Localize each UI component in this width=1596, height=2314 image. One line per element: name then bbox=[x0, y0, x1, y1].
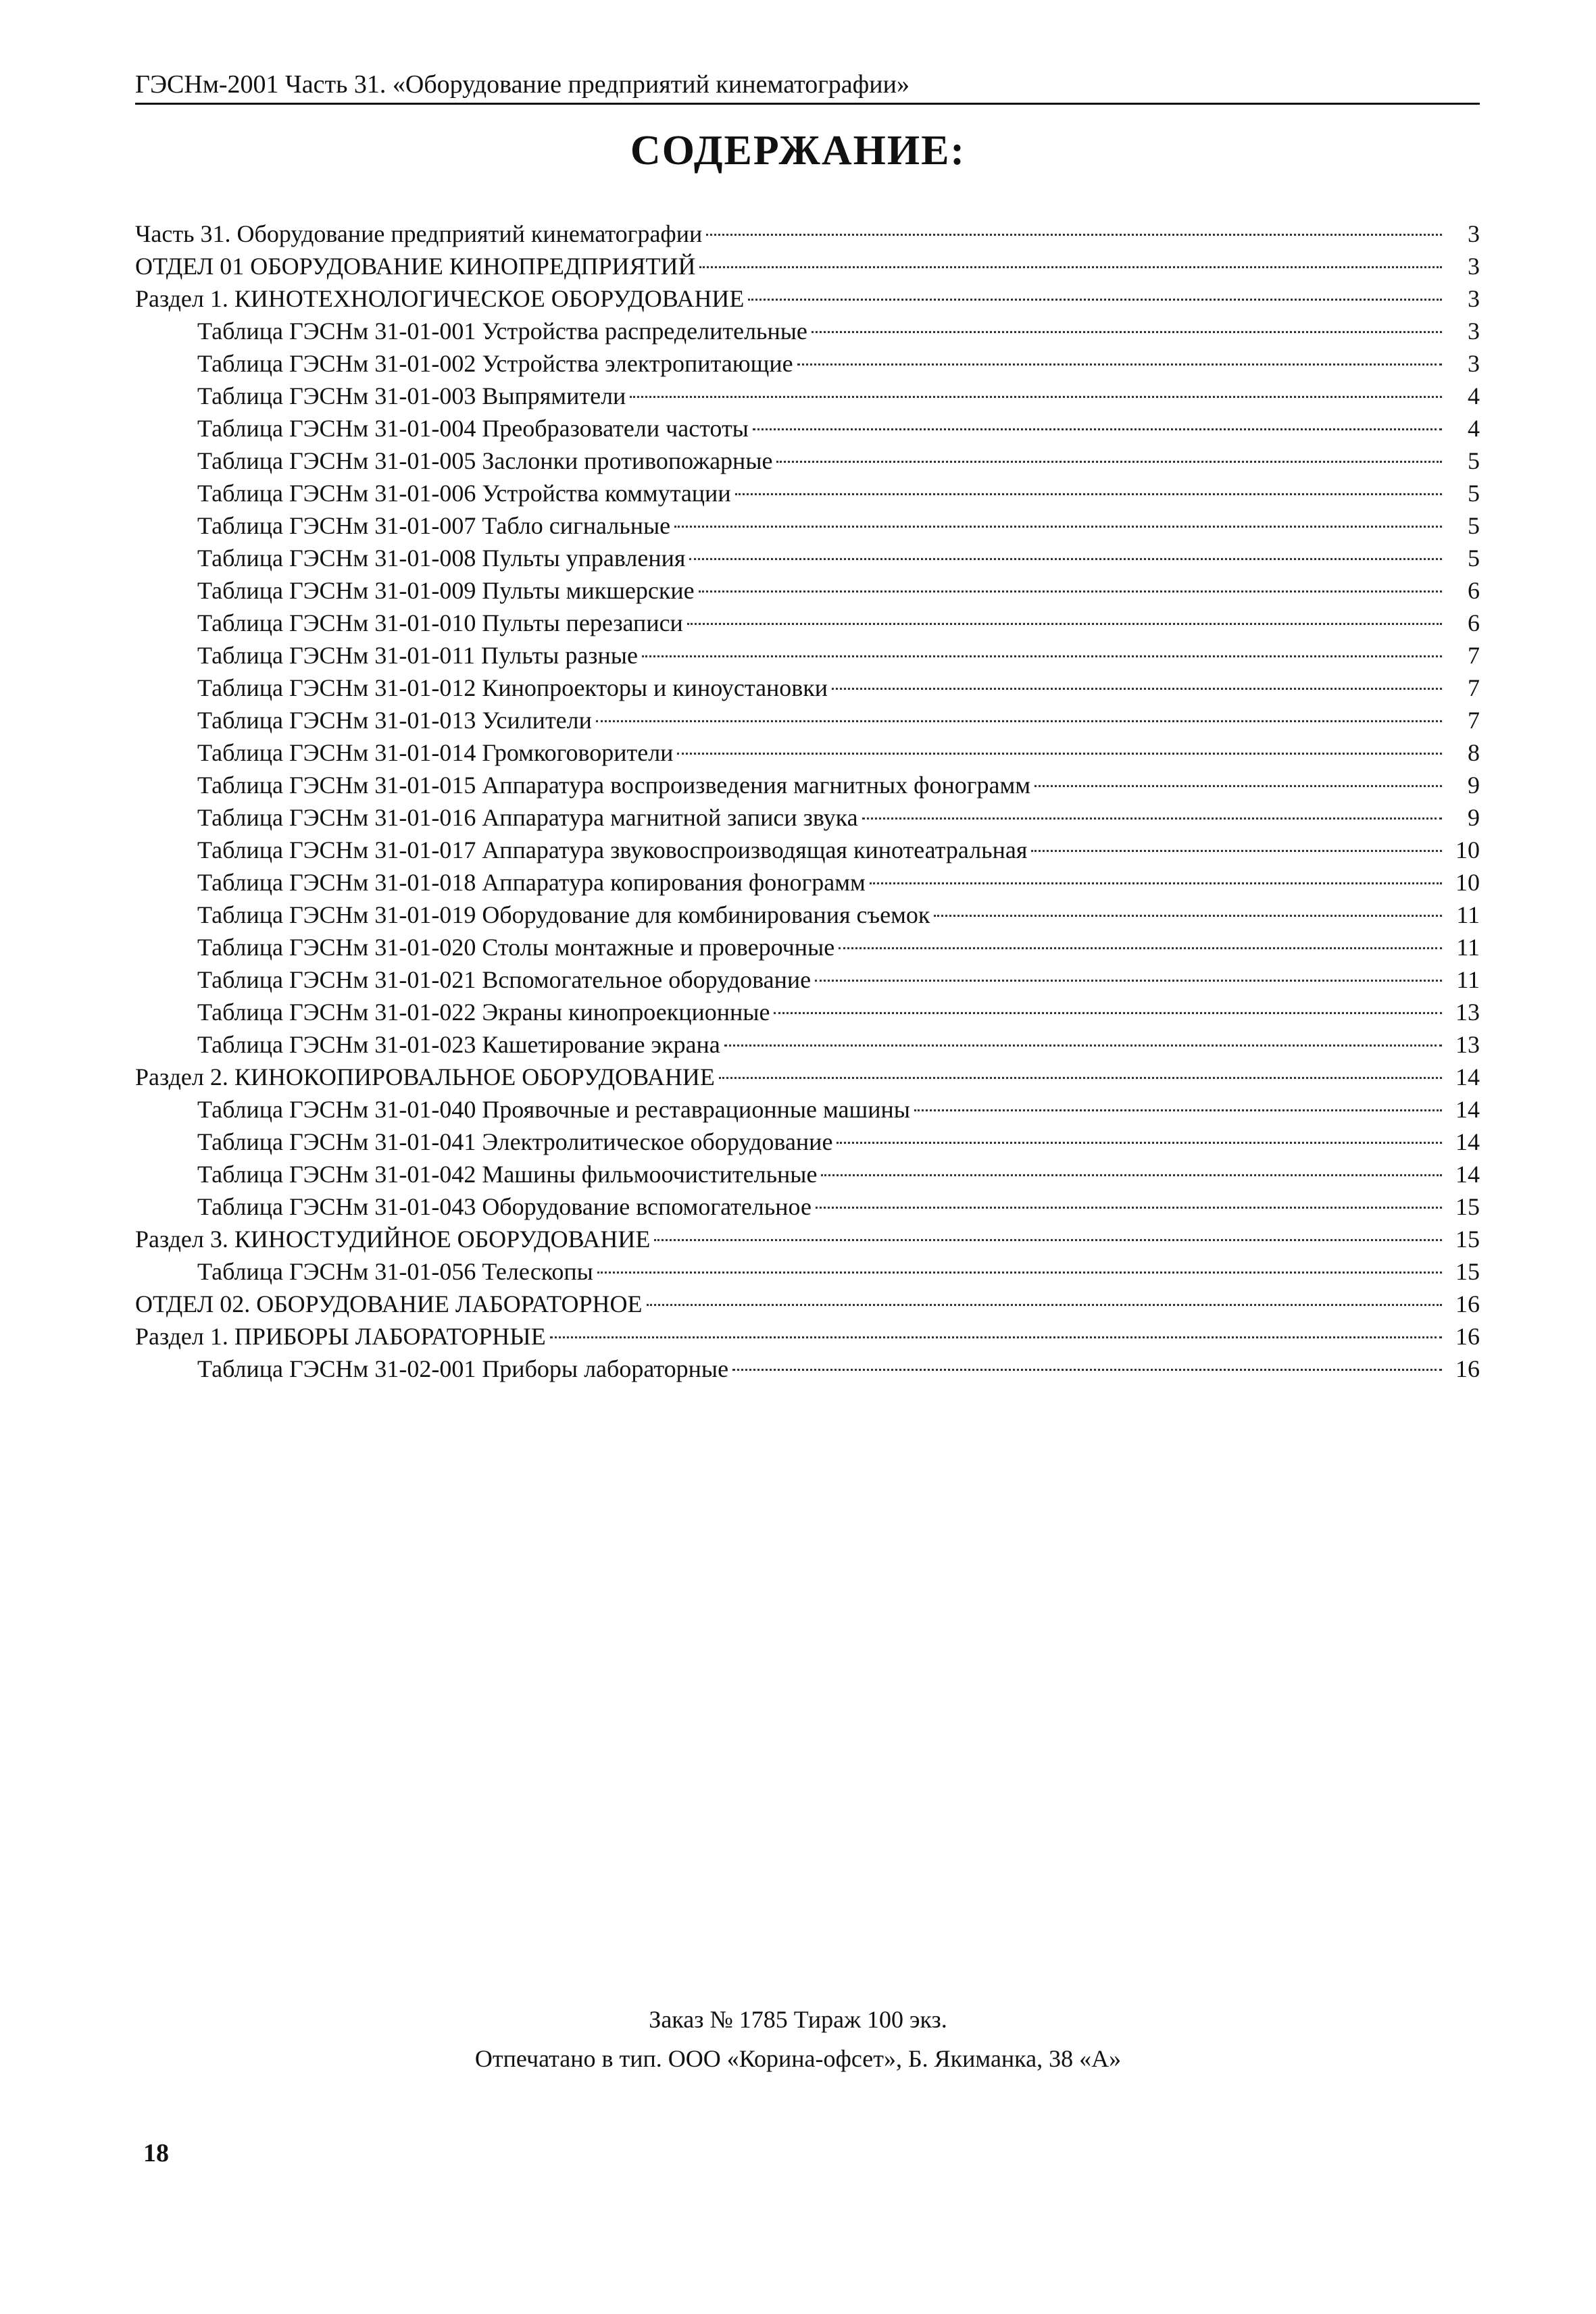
toc-entry-page: 11 bbox=[1456, 901, 1480, 928]
toc-entry-page: 7 bbox=[1468, 707, 1480, 734]
toc-entry-title: Таблица ГЭСНм 31-01-006 Устройства коммутации bbox=[197, 480, 731, 507]
dot-leader bbox=[642, 655, 1442, 657]
toc-entry-page: 6 bbox=[1468, 609, 1480, 636]
toc-entry-title: ОТДЕЛ 02. ОБОРУДОВАНИЕ ЛАБОРАТОРНОЕ bbox=[135, 1290, 643, 1317]
toc-entry-page: 14 bbox=[1455, 1161, 1480, 1188]
dot-leader bbox=[674, 526, 1442, 528]
dot-leader bbox=[774, 1012, 1442, 1014]
toc-entry-title: Таблица ГЭСНм 31-01-007 Табло сигнальные bbox=[197, 512, 671, 539]
dot-leader bbox=[654, 1239, 1442, 1241]
page-title: СОДЕРЖАНИЕ: bbox=[630, 128, 966, 174]
toc-entry-page: 10 bbox=[1455, 836, 1480, 863]
toc-entry-page: 6 bbox=[1468, 577, 1480, 604]
dot-leader bbox=[735, 493, 1442, 495]
toc-entry-page: 14 bbox=[1455, 1063, 1480, 1090]
toc-entry-title: Раздел 1. КИНОТЕХНОЛОГИЧЕСКОЕ ОБОРУДОВАНИЕ bbox=[135, 285, 745, 312]
order-info: Заказ № 1785 Тираж 100 экз. bbox=[649, 2006, 947, 2033]
toc-entry-title: Таблица ГЭСНм 31-01-010 Пульты перезаписи bbox=[197, 609, 683, 636]
toc-table-entry bbox=[135, 477, 1480, 509]
toc-entry-title: Таблица ГЭСНм 31-01-009 Пульты микшерские bbox=[197, 577, 695, 604]
toc-entry-title: Таблица ГЭСНм 31-01-004 Преобразователи частоты bbox=[197, 415, 749, 442]
dot-leader bbox=[816, 1207, 1442, 1209]
toc-entry-title: Таблица ГЭСНм 31-01-019 Оборудование для комбинирования съемок bbox=[197, 901, 930, 928]
toc-entry-title: Таблица ГЭСНм 31-01-013 Усилители bbox=[197, 707, 592, 734]
dot-leader bbox=[797, 363, 1442, 366]
dot-leader bbox=[689, 558, 1442, 560]
dot-leader bbox=[1031, 850, 1442, 852]
toc-entry-title: Таблица ГЭСНм 31-01-005 Заслонки противопожарные bbox=[197, 447, 773, 474]
dot-leader bbox=[597, 1272, 1442, 1274]
toc-entry-title: Таблица ГЭСНм 31-01-014 Громкоговорители bbox=[197, 739, 674, 766]
toc-table-entry bbox=[135, 834, 1480, 866]
toc-entry-title: Таблица ГЭСНм 31-01-043 Оборудование вспомогательное bbox=[197, 1193, 812, 1220]
toc-entry-title: Таблица ГЭСНм 31-02-001 Приборы лабораторные bbox=[197, 1355, 729, 1382]
imprint bbox=[0, 2000, 1596, 2078]
toc-table-entry bbox=[135, 1255, 1480, 1288]
toc-table-entry bbox=[135, 866, 1480, 899]
toc-entry-page: 8 bbox=[1468, 739, 1480, 766]
toc-entry-page: 3 bbox=[1468, 220, 1480, 247]
toc-entry-title: Таблица ГЭСНм 31-01-003 Выпрямители bbox=[197, 382, 626, 409]
dot-leader bbox=[719, 1077, 1442, 1079]
toc-table-entry bbox=[135, 1093, 1480, 1126]
toc-section-entry bbox=[135, 282, 1480, 315]
toc-table-entry bbox=[135, 542, 1480, 574]
dot-leader bbox=[870, 882, 1442, 884]
toc-entry-page: 5 bbox=[1468, 447, 1480, 474]
toc-entry-title: Часть 31. Оборудование предприятий кинематографии bbox=[135, 220, 703, 247]
toc-entry-title: Раздел 3. КИНОСТУДИЙНОЕ ОБОРУДОВАНИЕ bbox=[135, 1226, 651, 1253]
toc-section-entry bbox=[135, 1061, 1480, 1093]
toc-entry-page: 15 bbox=[1455, 1193, 1480, 1220]
dot-leader bbox=[1034, 785, 1442, 787]
dot-leader bbox=[914, 1109, 1442, 1111]
dot-leader bbox=[815, 980, 1442, 982]
toc-table-entry bbox=[135, 769, 1480, 801]
toc-section-entry bbox=[135, 1320, 1480, 1353]
toc-entry-title: Таблица ГЭСНм 31-01-023 Кашетирование экрана bbox=[197, 1031, 720, 1058]
dot-leader bbox=[596, 720, 1442, 722]
dot-leader bbox=[630, 396, 1442, 398]
toc-table-entry bbox=[135, 315, 1480, 347]
dot-leader bbox=[550, 1336, 1442, 1338]
running-header: ГЭСНм-2001 Часть 31. «Оборудование предприятий кинематографии» bbox=[135, 68, 1480, 105]
toc-table-entry bbox=[135, 607, 1480, 639]
toc-table-entry bbox=[135, 672, 1480, 704]
toc-entry-title: Таблица ГЭСНм 31-01-002 Устройства электропитающие bbox=[197, 350, 793, 377]
toc-entry-page: 16 bbox=[1455, 1355, 1480, 1382]
toc-entry-title: Раздел 1. ПРИБОРЫ ЛАБОРАТОРНЫЕ bbox=[135, 1323, 546, 1350]
dot-leader bbox=[699, 266, 1442, 268]
toc-entry-title: Таблица ГЭСНм 31-01-017 Аппаратура звуковоспроизводящая кинотеатральная bbox=[197, 836, 1028, 863]
dot-leader bbox=[687, 623, 1442, 625]
dot-leader bbox=[776, 461, 1442, 463]
toc-entry-title: Таблица ГЭСНм 31-01-016 Аппаратура магнитной записи звука bbox=[197, 804, 858, 831]
toc-entry-page: 5 bbox=[1468, 512, 1480, 539]
toc-entry-title: Таблица ГЭСНм 31-01-041 Электролитическое оборудование bbox=[197, 1128, 833, 1155]
toc-entry-page: 3 bbox=[1468, 318, 1480, 345]
toc-entry-title: Таблица ГЭСНм 31-01-012 Кинопроекторы и киноустановки bbox=[197, 674, 828, 701]
dot-leader bbox=[934, 915, 1442, 917]
toc-table-entry bbox=[135, 639, 1480, 672]
toc-entry-page: 5 bbox=[1468, 545, 1480, 572]
dot-leader bbox=[706, 234, 1442, 236]
toc-table-entry bbox=[135, 996, 1480, 1028]
toc-table-entry bbox=[135, 380, 1480, 412]
dot-leader bbox=[753, 428, 1442, 430]
toc-table-entry bbox=[135, 1158, 1480, 1190]
toc-entry-title: Таблица ГЭСНм 31-01-001 Устройства распределительные bbox=[197, 318, 807, 345]
dot-leader bbox=[724, 1045, 1442, 1047]
dot-leader bbox=[699, 590, 1442, 593]
printer-info: Отпечатано в тип. ООО «Корина-офсет», Б. Якиманка, 38 «А» bbox=[474, 2045, 1122, 2072]
toc-entry-page: 14 bbox=[1455, 1096, 1480, 1123]
toc-entry-title: Таблица ГЭСНм 31-01-018 Аппаратура копирования фонограмм bbox=[197, 869, 866, 896]
toc-entry-title: ОТДЕЛ 01 ОБОРУДОВАНИЕ КИНОПРЕДПРИЯТИЙ bbox=[135, 253, 696, 280]
toc-entry-page: 13 bbox=[1455, 999, 1480, 1026]
dot-leader bbox=[839, 947, 1442, 949]
toc-entry-page: 9 bbox=[1468, 772, 1480, 799]
dot-leader bbox=[821, 1174, 1442, 1176]
toc-table-entry bbox=[135, 931, 1480, 963]
toc-section-entry bbox=[135, 1288, 1480, 1320]
dot-leader bbox=[837, 1142, 1442, 1144]
toc-entry-title: Таблица ГЭСНм 31-01-042 Машины фильмоочистительные bbox=[197, 1161, 818, 1188]
dot-leader bbox=[748, 299, 1442, 301]
toc-table-entry bbox=[135, 963, 1480, 996]
toc-section-entry bbox=[135, 218, 1480, 250]
table-of-contents bbox=[135, 218, 1480, 1385]
toc-entry-title: Таблица ГЭСНм 31-01-040 Проявочные и реставрационные машины bbox=[197, 1096, 910, 1123]
toc-entry-title: Таблица ГЭСНм 31-01-056 Телескопы bbox=[197, 1258, 593, 1285]
dot-leader bbox=[732, 1369, 1442, 1371]
toc-entry-page: 5 bbox=[1468, 480, 1480, 507]
toc-table-entry bbox=[135, 1353, 1480, 1385]
toc-entry-page: 14 bbox=[1455, 1128, 1480, 1155]
toc-entry-page: 3 bbox=[1468, 350, 1480, 377]
dot-leader bbox=[677, 753, 1442, 755]
toc-entry-title: Таблица ГЭСНм 31-01-008 Пульты управления bbox=[197, 545, 686, 572]
dot-leader bbox=[647, 1304, 1443, 1306]
toc-entry-page: 13 bbox=[1455, 1031, 1480, 1058]
toc-entry-page: 16 bbox=[1455, 1323, 1480, 1350]
toc-entry-page: 15 bbox=[1455, 1226, 1480, 1253]
toc-table-entry bbox=[135, 509, 1480, 542]
dot-leader bbox=[862, 818, 1442, 820]
toc-table-entry bbox=[135, 347, 1480, 380]
toc-table-entry bbox=[135, 704, 1480, 736]
toc-entry-page: 9 bbox=[1468, 804, 1480, 831]
toc-table-entry bbox=[135, 445, 1480, 477]
toc-section-entry bbox=[135, 1223, 1480, 1255]
toc-entry-title: Таблица ГЭСНм 31-01-011 Пульты разные bbox=[197, 642, 638, 669]
dot-leader bbox=[812, 331, 1442, 333]
toc-entry-page: 7 bbox=[1468, 642, 1480, 669]
toc-entry-title: Таблица ГЭСНм 31-01-020 Столы монтажные и проверочные bbox=[197, 934, 835, 961]
toc-table-entry bbox=[135, 1028, 1480, 1061]
toc-table-entry bbox=[135, 899, 1480, 931]
toc-entry-title: Раздел 2. КИНОКОПИРОВАЛЬНОЕ ОБОРУДОВАНИЕ bbox=[135, 1063, 715, 1090]
toc-table-entry bbox=[135, 412, 1480, 445]
toc-section-entry bbox=[135, 250, 1480, 282]
toc-entry-page: 3 bbox=[1468, 285, 1480, 312]
toc-entry-page: 7 bbox=[1468, 674, 1480, 701]
toc-table-entry bbox=[135, 1126, 1480, 1158]
toc-entry-title: Таблица ГЭСНм 31-01-022 Экраны кинопроекционные bbox=[197, 999, 770, 1026]
toc-entry-title: Таблица ГЭСНм 31-01-021 Вспомогательное оборудование bbox=[197, 966, 812, 993]
toc-entry-page: 16 bbox=[1455, 1290, 1480, 1317]
toc-entry-page: 4 bbox=[1468, 415, 1480, 442]
toc-entry-title: Таблица ГЭСНм 31-01-015 Аппаратура воспроизведения магнитных фонограмм bbox=[197, 772, 1031, 799]
toc-table-entry bbox=[135, 1190, 1480, 1223]
toc-entry-page: 11 bbox=[1456, 966, 1480, 993]
toc-entry-page: 10 bbox=[1455, 869, 1480, 896]
page-number: 18 bbox=[143, 2139, 169, 2167]
toc-table-entry bbox=[135, 736, 1480, 769]
dot-leader bbox=[832, 688, 1442, 690]
toc-entry-page: 15 bbox=[1455, 1258, 1480, 1285]
toc-entry-page: 4 bbox=[1468, 382, 1480, 409]
toc-table-entry bbox=[135, 801, 1480, 834]
toc-table-entry bbox=[135, 574, 1480, 607]
toc-entry-page: 11 bbox=[1456, 934, 1480, 961]
toc-entry-page: 3 bbox=[1468, 253, 1480, 280]
